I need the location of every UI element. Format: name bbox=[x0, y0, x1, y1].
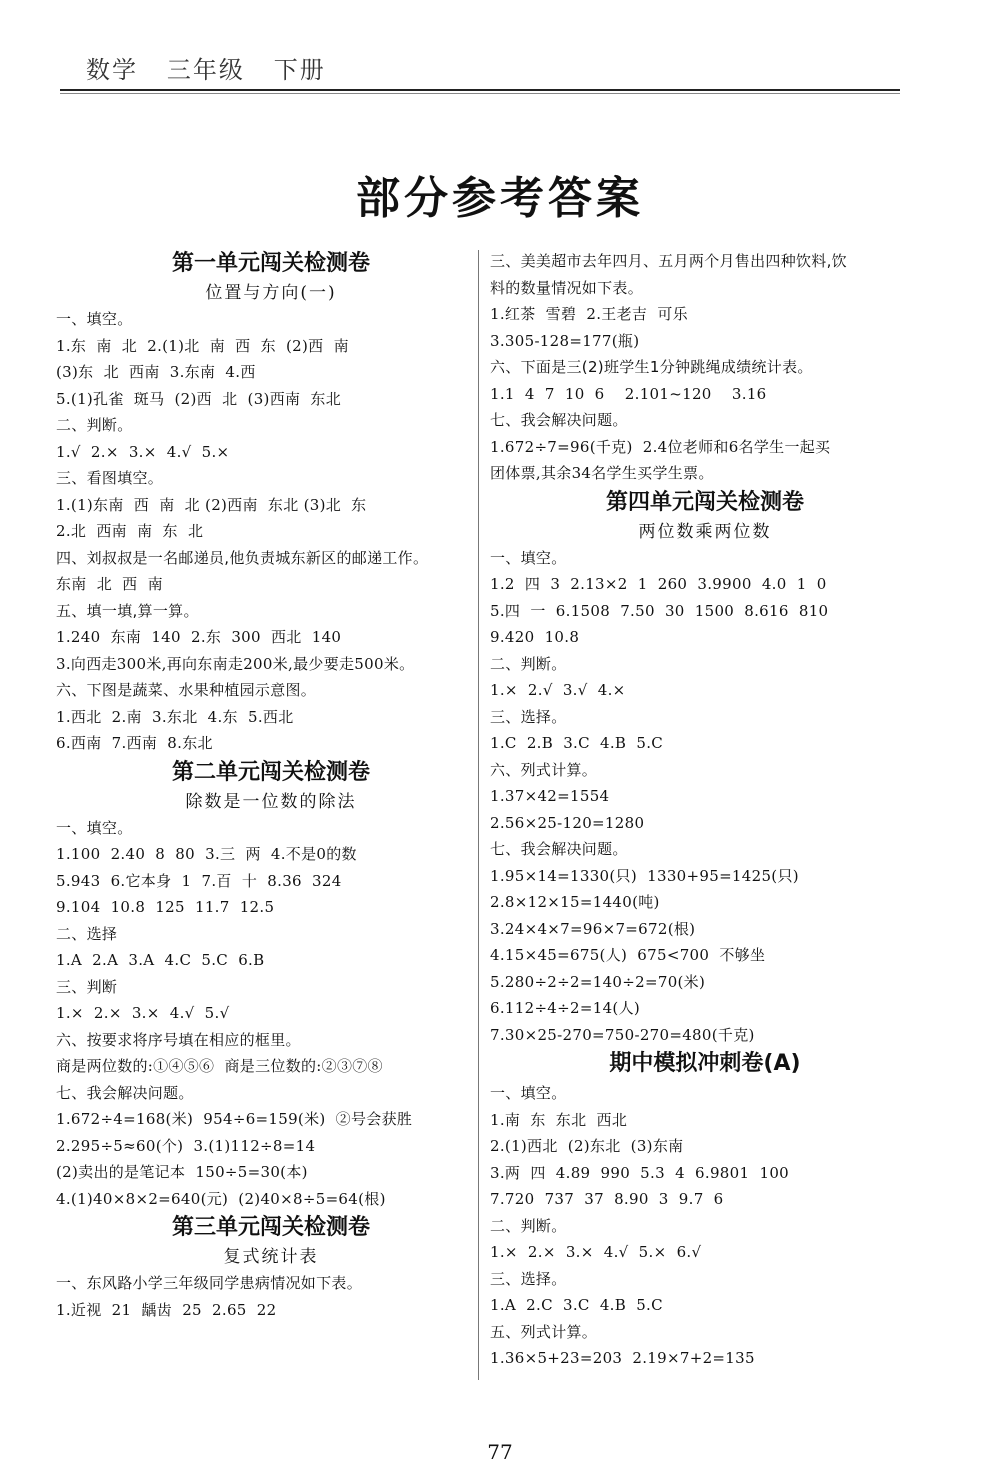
question-heading: 五、填一填,算一算。 bbox=[56, 601, 199, 620]
answer-line: 7.720 737 37 8.90 3 9.7 6 bbox=[490, 1190, 724, 1208]
question-heading: 七、我会解决问题。 bbox=[490, 840, 628, 858]
answer-line: 1.1 4 7 10 6 2.101~120 3.16 bbox=[490, 384, 767, 403]
question-heading: 四、刘叔叔是一名邮递员,他负责城东新区的邮递工作。 bbox=[56, 548, 429, 567]
answer-line: 9.104 10.8 125 11.7 12.5 bbox=[56, 898, 275, 916]
section-title: 第一单元闯关检测卷 bbox=[171, 251, 370, 276]
question-heading: 三、看图填空。 bbox=[56, 469, 164, 487]
section-title: 第二单元闯关检测卷 bbox=[171, 759, 370, 785]
answer-line: 3.305-128=177(瓶) bbox=[490, 331, 640, 350]
question-heading: 五、列式计算。 bbox=[490, 1322, 598, 1341]
answer-line: 5.四 一 6.1508 7.50 30 1500 8.616 810 bbox=[490, 601, 829, 620]
question-heading: 三、选择。 bbox=[490, 707, 567, 726]
answer-line: 1.A 2.C 3.C 4.B 5.C bbox=[490, 1296, 663, 1314]
question-heading: 七、我会解决问题。 bbox=[56, 1083, 194, 1102]
question-heading: 三、选择。 bbox=[490, 1269, 567, 1288]
answer-line: 团体票,其余34名学生买学生票。 bbox=[490, 464, 714, 482]
column-divider bbox=[478, 250, 479, 1380]
answer-line: 1.√ 2.× 3.× 4.√ 5.× bbox=[56, 442, 230, 461]
answer-line: 4.(1)40×8×2=640(元) (2)40×8÷5=64(根) bbox=[56, 1189, 386, 1208]
answer-line: 9.420 10.8 bbox=[490, 628, 580, 646]
answer-line: 1.(1)东南 西 南 北 (2)西南 东北 (3)北 东 bbox=[56, 495, 367, 514]
section-title: 第三单元闯关检测卷 bbox=[171, 1215, 370, 1240]
answer-line: 1.近视 21 龋齿 25 2.65 22 bbox=[56, 1300, 277, 1319]
section-title: 第四单元闯关检测卷 bbox=[605, 489, 804, 515]
answer-line: (3)东 北 西南 3.东南 4.西 bbox=[56, 363, 256, 381]
answer-line: 东南 北 西 南 bbox=[56, 575, 163, 593]
page-number: 77 bbox=[487, 1440, 513, 1464]
question-heading: 料的数量情况如下表。 bbox=[490, 278, 644, 297]
question-heading: 二、判断。 bbox=[490, 1216, 567, 1235]
question-heading: 六、按要求将序号填在相应的框里。 bbox=[56, 1030, 301, 1049]
answer-line: (2)卖出的是笔记本 150÷5=30(本) bbox=[56, 1163, 308, 1181]
section-subtitle: 除数是一位数的除法 bbox=[185, 791, 357, 812]
question-heading: 一、填空。 bbox=[490, 1084, 567, 1102]
answer-line: 1.红茶 雪碧 2.王老吉 可乐 bbox=[490, 305, 688, 323]
answer-line: 1.× 2.× 3.× 4.√ 5.√ bbox=[56, 1004, 230, 1022]
question-heading: 六、下图是蔬菜、水果种植园示意图。 bbox=[56, 681, 317, 699]
section-title: 期中模拟冲刺卷(A) bbox=[609, 1051, 801, 1076]
answer-line: 1.37×42=1554 bbox=[490, 787, 610, 805]
section-subtitle: 位置与方向(一) bbox=[205, 283, 337, 303]
answer-line: 1.东 南 北 2.(1)北 南 西 东 (2)西 南 bbox=[56, 336, 349, 355]
answer-line: 5.943 6.它本身 1 7.百 十 8.36 324 bbox=[56, 871, 342, 890]
watermark bbox=[822, 1414, 982, 1470]
right-column bbox=[490, 248, 920, 1378]
question-heading: 二、选择 bbox=[56, 924, 118, 943]
page-header bbox=[60, 40, 900, 92]
watermark-logo-icon bbox=[822, 1414, 982, 1470]
question-heading: 一、填空。 bbox=[56, 310, 133, 328]
answer-line: 1.100 2.40 8 80 3.三 两 4.不是0的数 bbox=[56, 845, 357, 863]
answer-line: 3.24×4×7=96×7=672(根) bbox=[490, 919, 696, 938]
answer-line: 3.两 四 4.89 990 5.3 4 6.9801 100 bbox=[490, 1163, 790, 1182]
left-column bbox=[56, 248, 486, 1378]
answer-line: 商是两位数的:①④⑤⑥ 商是三位数的:②③⑦⑧ bbox=[56, 1057, 383, 1075]
answer-line: 6.西南 7.西南 8.东北 bbox=[56, 734, 213, 752]
answer-line: 2.295÷5≈60(个) 3.(1)112÷8=14 bbox=[56, 1136, 316, 1155]
question-heading: 一、东风路小学三年级同学患病情况如下表。 bbox=[56, 1274, 363, 1292]
answer-line: 1.672÷7=96(千克) 2.4位老师和6名学生一起买 bbox=[490, 437, 831, 456]
answer-line: 1.36×5+23=203 2.19×7+2=135 bbox=[490, 1349, 755, 1367]
answer-line: 1.西北 2.南 3.东北 4.东 5.西北 bbox=[56, 707, 294, 726]
header-book-info: 数学 三年级 下册 bbox=[86, 56, 326, 84]
answer-line: 3.向西走300米,再向东南走200米,最少要走500米。 bbox=[56, 654, 415, 673]
question-heading: 一、填空。 bbox=[490, 548, 567, 567]
answer-line: 2.北 西南 南 东 北 bbox=[56, 522, 204, 540]
answer-line: 1.95×14=1330(只) 1330+95=1425(只) bbox=[490, 866, 799, 885]
question-heading: 七、我会解决问题。 bbox=[490, 411, 628, 429]
answer-line: 1.A 2.A 3.A 4.C 5.C 6.B bbox=[56, 951, 265, 969]
answer-line: 1.南 东 东北 西北 bbox=[490, 1110, 628, 1129]
header-rule bbox=[60, 89, 900, 91]
page-title: 部分参考答案 bbox=[356, 173, 644, 224]
answer-line: 4.15×45=675(人) 675<700 不够坐 bbox=[490, 946, 766, 964]
question-heading: 六、下面是三(2)班学生1分钟跳绳成绩统计表。 bbox=[490, 358, 813, 376]
answer-line: 1.× 2.× 3.× 4.√ 5.× 6.√ bbox=[490, 1243, 702, 1261]
answer-line: 6.112÷4÷2=14(人) bbox=[490, 999, 641, 1017]
section-subtitle: 两位数乘两位数 bbox=[638, 521, 772, 542]
question-heading: 二、判断。 bbox=[56, 416, 133, 434]
question-heading: 六、列式计算。 bbox=[490, 760, 598, 779]
answer-line: 1.240 东南 140 2.东 300 西北 140 bbox=[56, 628, 342, 646]
question-heading: 三、判断 bbox=[56, 977, 118, 996]
answer-line: 5.280÷2÷2=140÷2=70(米) bbox=[490, 972, 706, 991]
section-subtitle: 复式统计表 bbox=[223, 1247, 319, 1267]
answer-line: 1.C 2.B 3.C 4.B 5.C bbox=[490, 734, 664, 752]
question-heading: 二、判断。 bbox=[490, 654, 567, 673]
answer-line: 5.(1)孔雀 斑马 (2)西 北 (3)西南 东北 bbox=[56, 389, 342, 408]
answer-line: 1.× 2.√ 3.√ 4.× bbox=[490, 681, 626, 699]
answer-line: 1.2 四 3 2.13×2 1 260 3.9900 4.0 1 0 bbox=[490, 575, 827, 593]
answer-line: 1.672÷4=168(米) 954÷6=159(米) ②号会获胜 bbox=[56, 1110, 413, 1128]
answer-line: 7.30×25-270=750-270=480(千克) bbox=[490, 1025, 755, 1044]
question-heading: 三、美美超市去年四月、五月两个月售出四种饮料,饮 bbox=[490, 252, 847, 270]
header-rule-thin bbox=[60, 93, 900, 94]
answer-line: 2.8×12×15=1440(吨) bbox=[490, 893, 660, 911]
answer-line: 2.56×25-120=1280 bbox=[490, 813, 645, 832]
question-heading: 一、填空。 bbox=[56, 818, 133, 837]
answer-line: 2.(1)西北 (2)东北 (3)东南 bbox=[490, 1137, 684, 1155]
